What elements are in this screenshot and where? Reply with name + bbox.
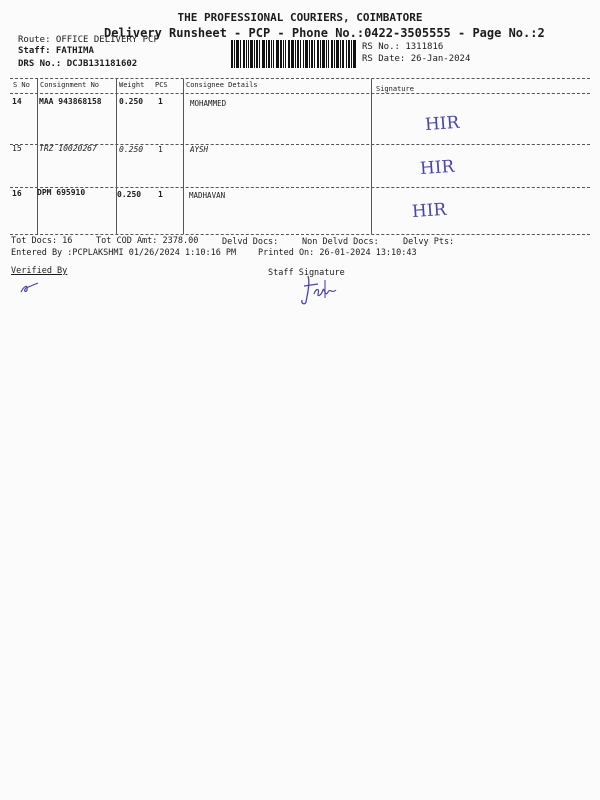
table-row-consignee: AYSH: [190, 145, 209, 154]
table-row-weight: 0.250: [117, 190, 142, 199]
delivered-docs: Delvd Docs:: [222, 237, 279, 247]
column-divider: [183, 79, 184, 234]
staff-signature-mark: [298, 272, 342, 308]
col-header-sno: S No: [13, 81, 30, 89]
header-bottom-rule: [10, 93, 590, 94]
table-row-consignee: MOHAMMED: [190, 99, 227, 108]
col-header-weight: Weight: [119, 81, 145, 89]
delivery-points: Delvy Pts:: [403, 237, 455, 247]
row-rule: [10, 144, 590, 145]
non-delivered-docs: Non Delvd Docs:: [302, 237, 379, 247]
table-row-weight: 0.250: [119, 145, 144, 154]
table-row-consignment: MAA 943868158: [39, 97, 102, 106]
table-row-consignee: MADHAVAN: [189, 191, 226, 200]
col-header-consignee: Consignee Details: [186, 81, 258, 89]
handwritten-signature: HIR: [419, 156, 455, 180]
verified-by-label: Verified By: [11, 266, 68, 276]
table-row-pcs: 1: [158, 145, 163, 154]
table-row-sno: 14: [12, 97, 22, 106]
table-row-pcs: 1: [158, 190, 163, 199]
staff-signature-label: Staff Signature: [268, 268, 345, 278]
table-row-sno: 16: [12, 189, 22, 198]
row-rule: [10, 187, 590, 188]
table-row-consignment: DPM 695910: [37, 188, 86, 197]
verifier-signature-mark: [18, 280, 42, 296]
col-header-consignment: Consignment No: [40, 81, 100, 89]
staff-label: Staff: FATHIMA: [18, 46, 94, 56]
table-top-rule: [10, 78, 590, 79]
table-row-pcs: 1: [158, 97, 163, 106]
column-divider: [371, 79, 372, 234]
total-cod-amount: Tot COD Amt: 2378.00: [96, 236, 199, 246]
drs-number: DRS No.: DCJB131181602: [18, 59, 138, 69]
table-row-weight: 0.250: [119, 97, 144, 106]
rs-number: RS No.: 1311816: [362, 42, 444, 52]
printed-on: Printed On: 26-01-2024 13:10:43: [258, 248, 417, 258]
column-divider: [116, 79, 117, 234]
table-row-consignment: TRZ 10020267: [39, 144, 97, 153]
handwritten-signature: HIR: [424, 112, 460, 136]
col-header-pcs: PCS: [155, 81, 168, 89]
runsheet-title: Delivery Runsheet - PCP - Phone No.:0422-3505555 - Page No.:2: [104, 26, 545, 40]
entered-by: Entered By :PCPLAKSHMI 01/26/2024 1:10:16 PM: [11, 248, 237, 258]
table-row-sno: 15: [12, 144, 22, 153]
route-label: Route: OFFICE DELIVERY PCP: [18, 35, 159, 45]
rs-date: RS Date: 26-Jan-2024: [362, 54, 471, 64]
total-docs: Tot Docs: 16: [11, 236, 73, 246]
barcode-image: [231, 40, 356, 68]
table-bottom-rule: [10, 234, 590, 235]
company-title: THE PROFESSIONAL COURIERS, COIMBATORE: [177, 11, 423, 24]
column-divider: [37, 79, 38, 234]
handwritten-signature: HIR: [411, 199, 447, 223]
col-header-signature: Signature: [376, 85, 414, 93]
